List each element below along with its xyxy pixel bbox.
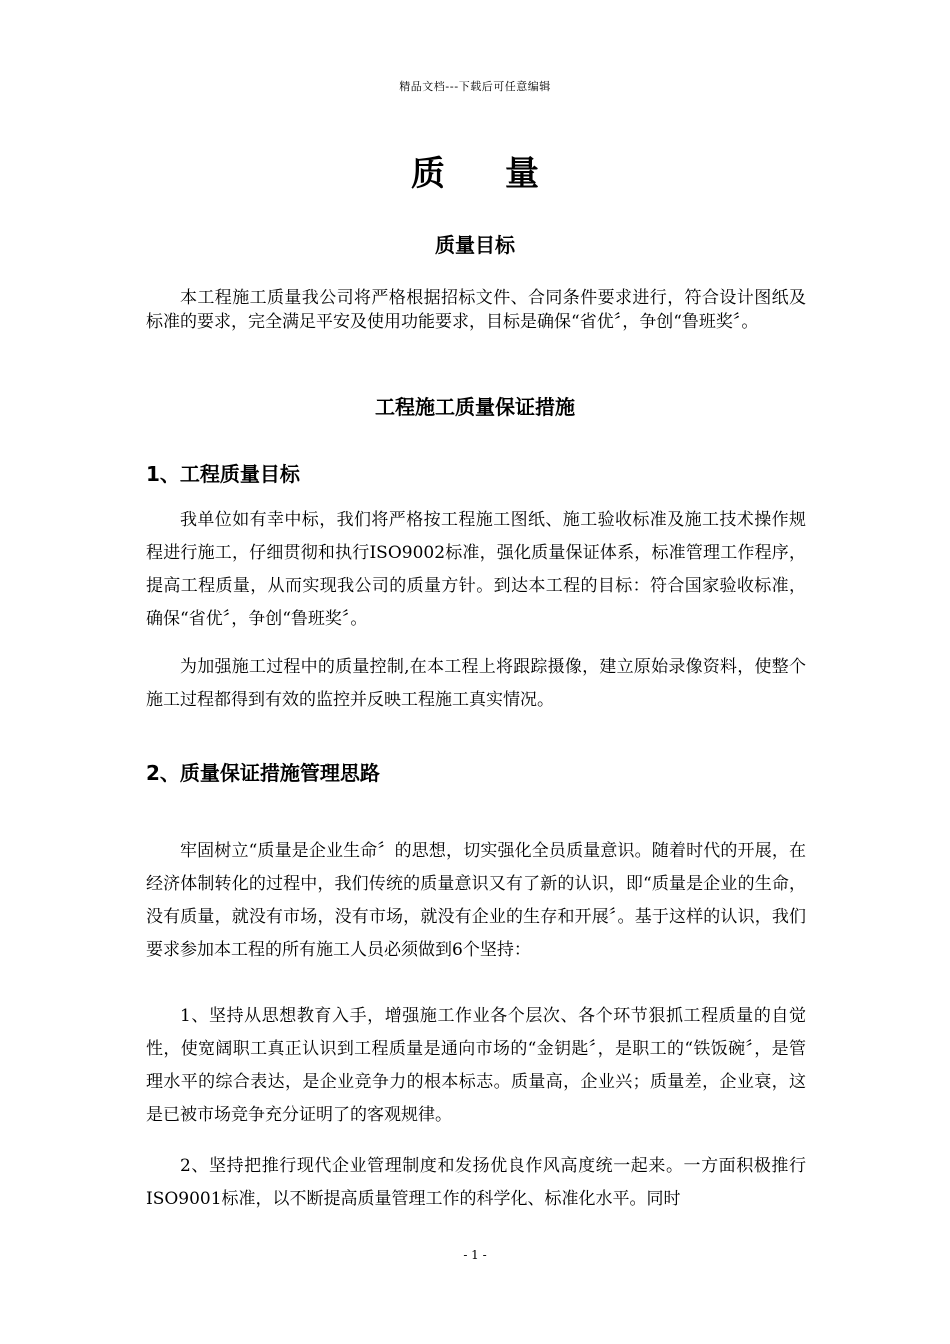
section1-heading: 1、工程质量目标 xyxy=(146,462,300,486)
quality-goal-paragraph: 本工程施工质量我公司将严格根据招标文件、合同条件要求进行，符合设计图纸及标准的要求，完全满足平安及使用功能要求，目标是确保“省优〞，争创“鲁班奖〞。 xyxy=(146,288,806,332)
section2-paragraph-1: 牢固树立“质量是企业生命〞的思想，切实强化全员质量意识。随着时代的开展，在经济体制转化的过程中，我们传统的质量意识又有了新的认识，即“质量是企业的生命，没有质量，就没有市场，没有市场，就没有企业的生存和开展〞。基于这样的认识，我们要求参加本工程的所有施工人员必须做到6个坚持： xyxy=(146,841,806,960)
section2-paragraph-2: 1、坚持从思想教育入手，增强施工作业各个层次、各个环节狠抓工程质量的自觉性，使宽阔职工真正认识到工程质量是通向市场的“金钥匙〞，是职工的“铁饭碗〞，是管理水平的综合表达，是企业竞争力的根本标志。质量高，企业兴；质量差，企业衰，这是已被市场竞争充分证明了的客观规律。 xyxy=(146,1006,806,1125)
section2-paragraph-3: 2、坚持把推行现代企业管理制度和发扬优良作风高度统一起来。一方面积极推行ISO9001标准，以不断提高质量管理工作的科学化、标准化水平。同时 xyxy=(146,1156,806,1209)
header-note: 精品文档---下载后可任意编辑 xyxy=(399,80,551,93)
section2-heading: 2、质量保证措施管理思路 xyxy=(146,761,380,785)
document-title: 质量 xyxy=(411,154,599,194)
page-number: - 1 - xyxy=(463,1248,487,1262)
measures-heading: 工程施工质量保证措施 xyxy=(375,395,575,419)
section1-paragraph-2: 为加强施工过程中的质量控制,在本工程上将跟踪摄像，建立原始录像资料，使整个施工过程都得到有效的监控并反映工程施工真实情况。 xyxy=(146,657,806,710)
section1-paragraph-1: 我单位如有幸中标，我们将严格按工程施工图纸、施工验收标准及施工技术操作规程进行施工，仔细贯彻和执行ISO9002标准，强化质量保证体系，标准管理工作程序，提高工程质量，从而实现我公司的质量方针。到达本工程的目标：符合国家验收标准，确保“省优〞，争创“鲁班奖〞。 xyxy=(146,510,806,629)
quality-goal-heading: 质量目标 xyxy=(435,233,515,257)
